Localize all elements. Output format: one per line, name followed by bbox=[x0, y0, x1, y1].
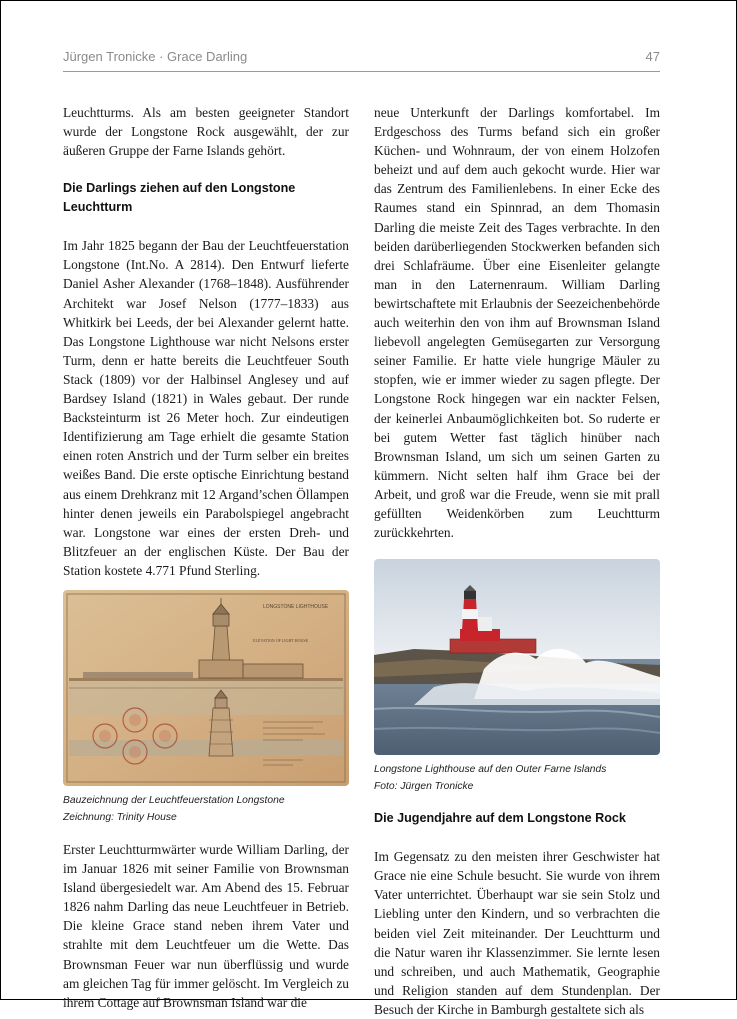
figure-photo bbox=[374, 559, 660, 795]
section-heading: Die Darlings ziehen auf den Longstone Leuchtturm bbox=[63, 181, 296, 215]
paragraph: Leuchtturms. Als am besten geeigneter Standort wurde der Longstone Rock ausgewählt, der zur äußeren Gruppe der Farne Islands gehört. bbox=[63, 105, 349, 159]
section-heading: Die Jugendjahre auf dem Longstone Rock bbox=[374, 811, 626, 826]
figure-caption bbox=[63, 792, 349, 826]
lighthouse-photo bbox=[374, 559, 660, 755]
drawing-title-label: LONGSTONE LIGHTHOUSE bbox=[263, 603, 329, 610]
caption-line: Longstone Lighthouse auf den Outer Farne Islands bbox=[374, 764, 607, 776]
caption-line: Bauzeichnung der Leuchtfeuerstation Longstone bbox=[63, 794, 285, 806]
caption-credit: Zeichnung: Trinity House bbox=[63, 811, 177, 823]
header-rule bbox=[63, 71, 660, 72]
paragraph: Erster Leuchtturmwärter wurde William Darling, der im Januar 1826 mit seiner Familie von Brownsman Island übergesiedelt war. Am Abend des 15. Februar 1826 nahm Darling das neue Leuchtfeuer in Betrieb. Die kleine Grace stand neben ihrem Vater und strahlte mit dem Leuchtfeuer um die Wette. Das Brownsman Feuer war nun überflüssig und wurde am gleichen Tag für immer gelöscht. Im Vergleich zu ihrem Cottage auf Brownsman Island war die bbox=[63, 841, 349, 1010]
figure-caption bbox=[374, 761, 660, 795]
running-title: Jürgen Tronicke · Grace Darling bbox=[63, 49, 248, 64]
lighthouse-photo-drawing bbox=[374, 559, 660, 755]
page-number: 47 bbox=[645, 49, 660, 64]
caption-credit: Foto: Jürgen Tronicke bbox=[374, 781, 474, 793]
blueprint-drawing bbox=[63, 590, 349, 786]
paragraph: Im Jahr 1825 begann der Bau der Leuchtfeuerstation Longstone (Int.No. A 2814). Den Entwurf lieferte Daniel Asher Alexander (1768–1848). Ausführender Architekt war Josef Nelson (1777–1833) aus Whitkirk bei Leeds, der bei Alexander gelernt hatte. Das Longstone Lighthouse war nicht Nelsons erster Turm, denn er hatte bereits die Leuchtfeuer South Stack (1809) vor der Halbinsel Anglesey und auf Bardsey Island (1821) in Wales gebaut. Der runde Backsteinturm ist 26 Meter hoch. Zur eindeutigen Identifizierung am Tage erhielt die gesamte Station einen roten Anstrich und der Turm selber ein breites weißes Band. Die erste optische Einrichtung bestand aus einem Drehkranz mit 12 Argand’schen Öllampen hinter denen jeweils ein Parabolspiegel angebracht war. Longstone war eines der ersten Dreh- und Blitzfeuer an der englischen Küste. Der Bau der Station kostete 4.771 Pfund Sterling. bbox=[63, 238, 349, 578]
left-column bbox=[63, 103, 349, 1012]
paragraph: Im Gegensatz zu den meisten ihrer Geschwister hat Grace nie eine Schule besucht. Sie wurde von ihrem Vater unterrichtet. Überhaupt war sie sein Stolz und Liebling unter den Kindern, und so verbrachten die beiden viel Zeit miteinander. Der Leuchtturm und die Natur waren ihr Klassenzimmer. Sie lernte lesen und schreiben, und auch Mathematik, Geographie und Religion standen auf dem Stundenplan. Der Besuch der Kirche in Bamburgh gestaltete sich als bbox=[374, 849, 660, 1017]
figure-blueprint bbox=[63, 590, 349, 826]
running-head bbox=[63, 49, 660, 69]
drawing-elevation-label: ELEVATION OF LIGHT HOUSE bbox=[253, 637, 309, 643]
blueprint-image bbox=[63, 590, 349, 786]
paragraph: neue Unterkunft der Darlings komfortabel. Im Erdgeschoss des Turms befand sich ein großer Küchen- und Wohnraum, der von einem Holzofen beheizt und auf dem auch gekocht wurde. Hier war das Zentrum des Familienlebens. In einer Ecke des Raumes stand ein Spinnrad, an dem Thomasin Darling die meiste Zeit des Tages verbrachte. In den beiden darüberliegenden Stockwerken befanden sich drei Schlafräume. Über eine Eisenleiter gelangte man in den Laternenraum. William Darling bewirtschaftete mit Erlaubnis der Seezeichenbehörde auch weiterhin den von ihm auf Brownsman Island liebevoll angelegten Gemüsegarten zur Versorgung seiner Familie. Er hatte viele hungrige Mäuler zu stopfen, wie er immer wieder zu sagen pflegte. Der Longstone Rock hingegen war ein nackter Felsen, der keinerlei Anbaumöglichkeiten bot. So ruderte er bei gutem Wetter fast täglich hinüber nach Brownsman Island, um sich um seinen Garten zu kümmern. Nicht selten half ihm Grace bei der Arbeit, und groß war die Freude, wenn sie mit prall gefüllten Weidenkörben zum Leuchtturm zurückkehrten. bbox=[374, 105, 660, 541]
right-column bbox=[374, 103, 660, 1019]
